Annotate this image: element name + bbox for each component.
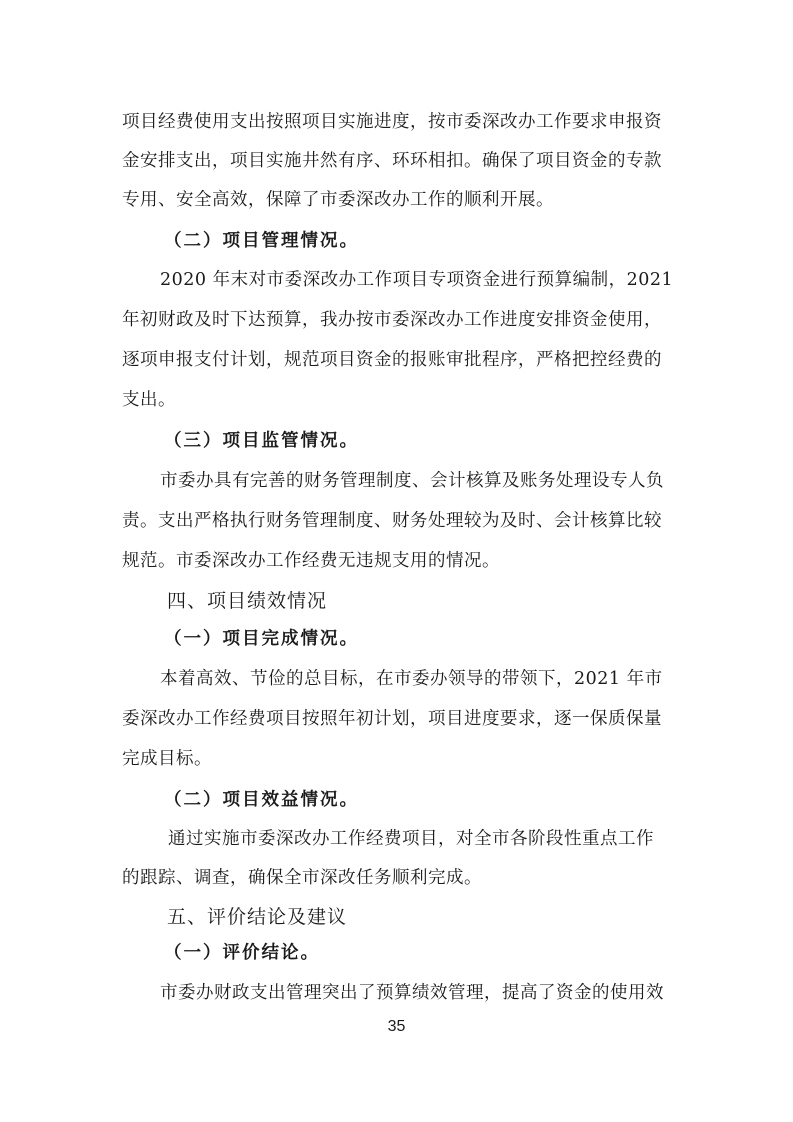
paragraph-line: 市委办财政支出管理突出了预算绩效管理，提高了资金的使用效 [160, 983, 664, 1003]
section-heading: 五、评价结论及建议 [167, 906, 348, 928]
paragraph-line: 完成目标。 [122, 749, 212, 769]
paragraph-line: 金安排支出，项目实施井然有序、环环相扣。确保了项目资金的专款 [122, 151, 662, 171]
paragraph-line: 的跟踪、调查，确保全市深改任务顺利完成。 [122, 868, 482, 888]
subsection-heading: （一）项目完成情况。 [164, 629, 359, 649]
paragraph-line: 支出。 [122, 390, 176, 410]
paragraph-line: 规范。市委深改办工作经费无违规支用的情况。 [122, 551, 500, 571]
paragraph-line: 责。支出严格执行财务管理制度、财务处理较为及时、会计核算比较 [122, 511, 662, 531]
paragraph-line: 市委办具有完善的财务管理制度、会计核算及账务处理设专人负 [160, 471, 664, 491]
paragraph-line: 通过实施市委深改办工作经费项目，对全市各阶段性重点工作 [168, 829, 654, 849]
paragraph-line: 逐项申报支付计划，规范项目资金的报账审批程序，严格把控经费的 [122, 350, 662, 370]
subsection-heading: （三）项目监管情况。 [164, 431, 359, 451]
subsection-heading: （一）评价结论。 [164, 943, 320, 963]
subsection-heading: （二）项目效益情况。 [164, 790, 359, 810]
paragraph-line: 本着高效、节俭的总目标，在市委办领导的带领下，2021 年市 [160, 669, 663, 689]
paragraph-line: 项目经费使用支出按照项目实施进度，按市委深改办工作要求申报资 [122, 112, 662, 132]
section-heading: 四、项目绩效情况 [167, 590, 328, 612]
paragraph-line: 2020 年末对市委深改办工作项目专项资金进行预算编制，2021 [160, 270, 674, 290]
paragraph-line: 年初财政及时下达预算，我办按市委深改办工作进度安排资金使用， [122, 310, 662, 330]
subsection-heading: （二）项目管理情况。 [164, 231, 359, 251]
page-number: 35 [387, 1018, 406, 1035]
paragraph-line: 委深改办工作经费项目按照年初计划，项目进度要求，逐一保质保量 [122, 709, 662, 729]
paragraph-line: 专用、安全高效，保障了市委深改办工作的顺利开展。 [122, 190, 554, 210]
